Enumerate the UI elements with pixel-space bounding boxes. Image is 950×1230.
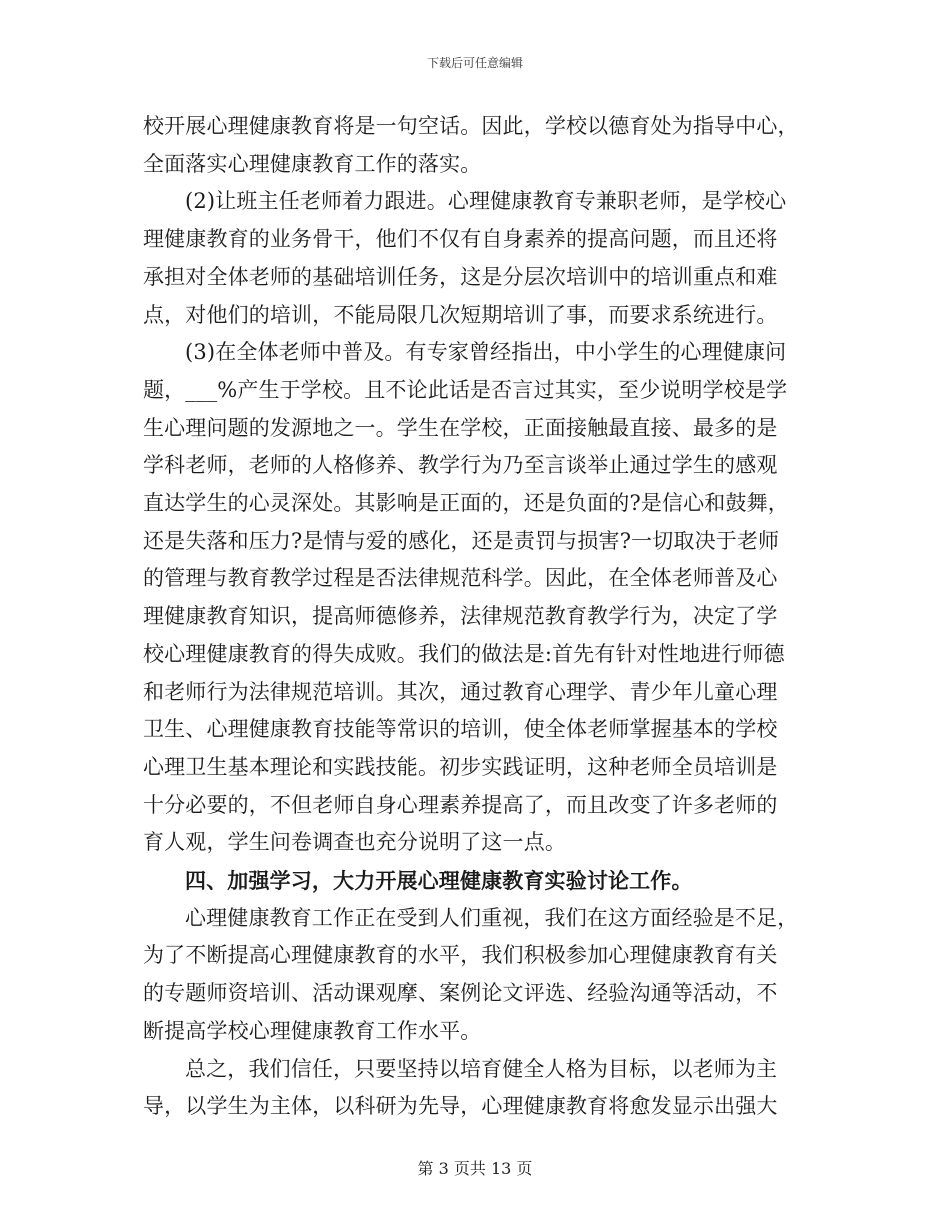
- document-body: [143, 108, 805, 1126]
- body-line: 校开展心理健康教育将是一句空话。因此，学校以德育处为指导中心，: [143, 114, 799, 138]
- body-line: 十分必要的，不但老师自身心理素养提高了，而且改变了许多老师的: [143, 792, 778, 817]
- body-line: 断提高学校心理健康教育工作水平。: [143, 1018, 482, 1043]
- body-line: (2)让班主任老师着力跟进。心理健康教育专兼职老师，是学校心: [185, 189, 787, 214]
- body-line: 生心理问题的发源地之一。学生在学校，正面接触最直接、最多的是: [143, 415, 778, 440]
- body-line: 学科老师，老师的人格修养、教学行为乃至言谈举止通过学生的感观: [143, 453, 778, 478]
- page-footer: 第 3 页共 13 页: [417, 1159, 533, 1178]
- body-line: 还是失落和压力?是情与爱的感化，还是责罚与损害?一切取决于老师: [143, 528, 780, 553]
- body-line: 题，___%产生于学校。且不论此话是否言过其实，至少说明学校是学: [143, 377, 788, 402]
- body-line: 点，对他们的培训，不能局限几次短期培训了事，而要求系统进行。: [143, 302, 778, 327]
- body-line: 卫生、心理健康教育技能等常识的培训，使全体老师掌握基本的学校: [143, 717, 778, 742]
- body-line: 的管理与教育教学过程是否法律规范科学。因此，在全体老师普及心: [143, 566, 778, 591]
- body-line: 承担对全体老师的基础培训任务，这是分层次培训中的培训重点和难: [143, 264, 778, 289]
- body-line: 直达学生的心灵深处。其影响是正面的，还是负面的?是信心和鼓舞，: [143, 491, 789, 516]
- body-line: 全面落实心理健康教育工作的落实。: [143, 151, 482, 176]
- body-line: 导，以学生为主体，以科研为先导，心理健康教育将愈发显示出强大: [143, 1094, 778, 1119]
- body-line: 为了不断提高心理健康教育的水平，我们积极参加心理健康教育有关: [143, 943, 778, 968]
- body-line: 育人观，学生问卷调查也充分说明了这一点。: [143, 830, 566, 855]
- body-line: 心理卫生基本理论和实践技能。初步实践证明，这种老师全员培训是: [143, 754, 778, 779]
- body-line: 的专题师资培训、活动课观摩、案例论文评选、经验沟通等活动，不: [143, 981, 778, 1006]
- body-line: 理健康教育的业务骨干，他们不仅有自身素养的提高问题，而且还将: [143, 227, 778, 252]
- body-line: 心理健康教育工作正在受到人们重视，我们在这方面经验是不足，: [185, 905, 799, 930]
- body-line: 和老师行为法律规范培训。其次，通过教育心理学、青少年儿童心理: [143, 679, 778, 704]
- body-line: 总之，我们信任，只要坚持以培育健全人格为目标，以老师为主: [185, 1056, 778, 1081]
- body-line: 校心理健康教育的得失成败。我们的做法是:首先有针对性地进行师德: [143, 641, 785, 666]
- page-header: 下载后可任意编辑: [426, 56, 523, 70]
- body-line: 理健康教育知识，提高师德修养，法律规范教育教学行为，决定了学: [143, 604, 778, 629]
- section-heading: 四、加强学习，大力开展心理健康教育实验讨论工作。: [185, 868, 693, 894]
- body-line: (3)在全体老师中普及。有专家曾经指出，中小学生的心理健康问: [185, 340, 787, 365]
